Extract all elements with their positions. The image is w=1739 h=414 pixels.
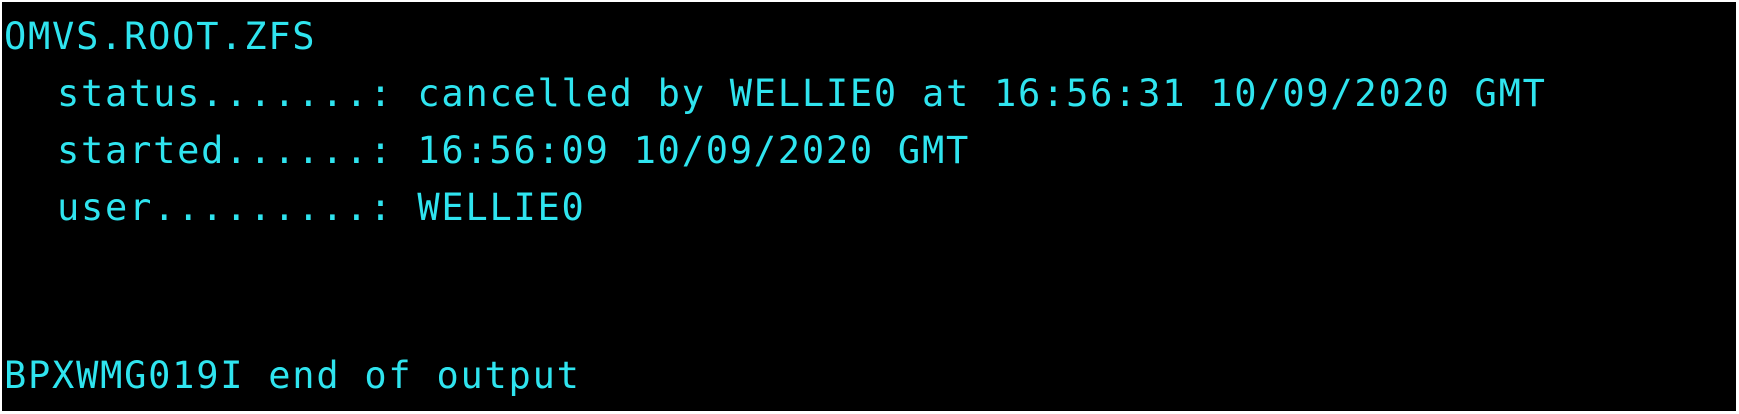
dataset-name: OMVS.ROOT.ZFS bbox=[4, 15, 317, 58]
user-row bbox=[4, 186, 586, 229]
status-label: status.......: bbox=[57, 72, 394, 115]
user-label: user.........: bbox=[57, 186, 394, 229]
user-value: WELLIE0 bbox=[417, 186, 586, 229]
terminal-screen bbox=[2, 2, 1736, 411]
end-of-output-message: BPXWMG019I end of output bbox=[4, 354, 581, 397]
started-label: started......: bbox=[57, 129, 394, 172]
started-value: 16:56:09 10/09/2020 GMT bbox=[417, 129, 971, 172]
status-row bbox=[4, 72, 1547, 115]
status-value: cancelled by WELLIE0 at 16:56:31 10/09/2020 GMT bbox=[417, 72, 1547, 115]
started-row bbox=[4, 129, 971, 172]
